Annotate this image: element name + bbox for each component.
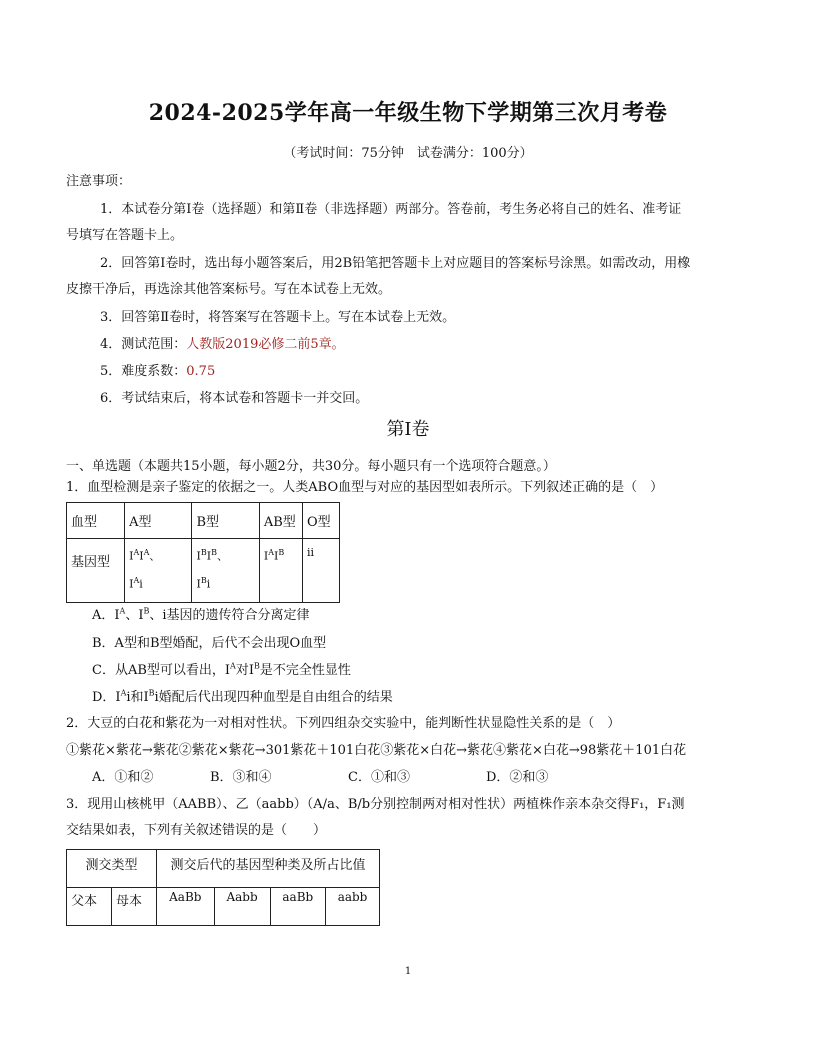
table-row-header-bloodtype: 血型 (67, 503, 125, 539)
question-3-stem-line1: 3．现用山核桃甲（AABB）、乙（aabb）（A/a、B/b分别控制两对相对性状）两植株作亲本杂交得F₁，F₁测 (66, 797, 685, 812)
notice-4-label: 4．测试范围： (100, 337, 187, 352)
notice-3: 3．回答第Ⅱ卷时，将答案写在答题卡上。写在本试卷上无效。 (100, 310, 456, 325)
table-header-o: O型 (302, 503, 339, 539)
father-label: 父本 (67, 888, 112, 926)
genotype-b-cell: $I^BI^B$、 $I^Bi$ (192, 539, 259, 603)
genotype-aabb-4: aabb (326, 888, 380, 926)
notice-2-line1: 2．回答第Ⅰ卷时，选出每小题答案后，用2B铅笔把答题卡上对应题目的答案标号涂黑。如需改动，用橡 (100, 256, 691, 271)
testcross-type-header: 测交类型 (67, 850, 157, 888)
table-row-header-genotype: 基因型 (67, 539, 125, 603)
mother-label: 母本 (112, 888, 157, 926)
blood-type-table (66, 502, 340, 603)
notice-6: 6．考试结束后，将本试卷和答题卡一并交回。 (100, 391, 369, 406)
genotype-aabb-2: Aabb (214, 888, 270, 926)
notice-4 (100, 333, 345, 352)
question-3-stem-line2: 交结果如表，下列有关叙述错误的是（ ） (66, 823, 327, 838)
testcross-table (66, 849, 380, 926)
notice-2-line2: 皮擦干净后，再选涂其他答案标号。写在本试卷上无效。 (66, 282, 392, 297)
question-1-option-d[interactable]: D．$I^Ai$和$I^Bi$婚配后代出现四种血型是自由组合的结果 (92, 688, 393, 705)
table-header-ab: AB型 (259, 503, 302, 539)
question-1-option-a[interactable]: A．$I^A$、$I^B$、i基因的遗传符合分离定律 (92, 606, 310, 623)
table-header-b: B型 (192, 503, 259, 539)
question-2-option-a[interactable]: A．①和② (92, 770, 154, 785)
page-number: 1 (404, 966, 412, 977)
section-heading: 第Ⅰ卷 (386, 419, 430, 440)
question-1-stem: 1．血型检测是亲子鉴定的依据之一。人类ABO血型与对应的基因型如表所示。下列叙述正确的是（ ） (66, 480, 664, 495)
notice-4-value: 人教版2019必修二前5章。 (186, 337, 345, 352)
question-1-option-c[interactable]: C．从AB型可以看出，$I^A$对$I^B$是不完全性显性 (92, 661, 351, 678)
question-2-option-c[interactable]: C．①和③ (348, 770, 410, 785)
table-header-a: A型 (125, 503, 192, 539)
page-title: 2024-2025学年高一年级生物下学期第三次月考卷 (148, 100, 668, 126)
part-heading: 一、单选题（本题共15小题，每小题2分，共30分。每小题只有一个选项符合题意。） (66, 459, 556, 474)
notice-5-value: 0.75 (186, 364, 216, 379)
genotype-aabb-3: aaBb (270, 888, 325, 926)
genotype-o-cell: ii (302, 539, 339, 603)
genotype-aabb-1: AaBb (157, 888, 215, 926)
question-1-option-b[interactable]: B．A型和B型婚配，后代不会出现O血型 (92, 636, 327, 651)
question-2-crosses: ①紫花×紫花→紫花②紫花×紫花→301紫花＋101白花③紫花×白花→紫花④紫花×白花→98紫花＋101白花 (66, 743, 687, 758)
notice-5 (100, 360, 215, 379)
notice-header: 注意事项： (66, 174, 132, 189)
question-2-option-b[interactable]: B．③和④ (210, 770, 272, 785)
genotype-a-cell: $I^AI^A$、 $I^Ai$ (125, 539, 192, 603)
question-2-option-d[interactable]: D．②和③ (486, 770, 549, 785)
genotype-ab-cell: $I^AI^B$ (259, 539, 302, 603)
notice-1-line1: 1．本试卷分第Ⅰ卷（选择题）和第Ⅱ卷（非选择题）两部分。答卷前，考生务必将自己的姓名、准考证 (100, 202, 682, 217)
question-2-stem: 2．大豆的白花和紫花为一对相对性状。下列四组杂交实验中，能判断性状显隐性关系的是（ ） (66, 716, 621, 731)
notice-5-label: 5．难度系数： (100, 364, 187, 379)
offspring-ratio-header: 测交后代的基因型种类及所占比值 (157, 850, 380, 888)
notice-1-line2: 号填写在答题卡上。 (66, 228, 184, 243)
exam-info: （考试时间：75分钟 试卷满分：100分） (283, 146, 533, 161)
